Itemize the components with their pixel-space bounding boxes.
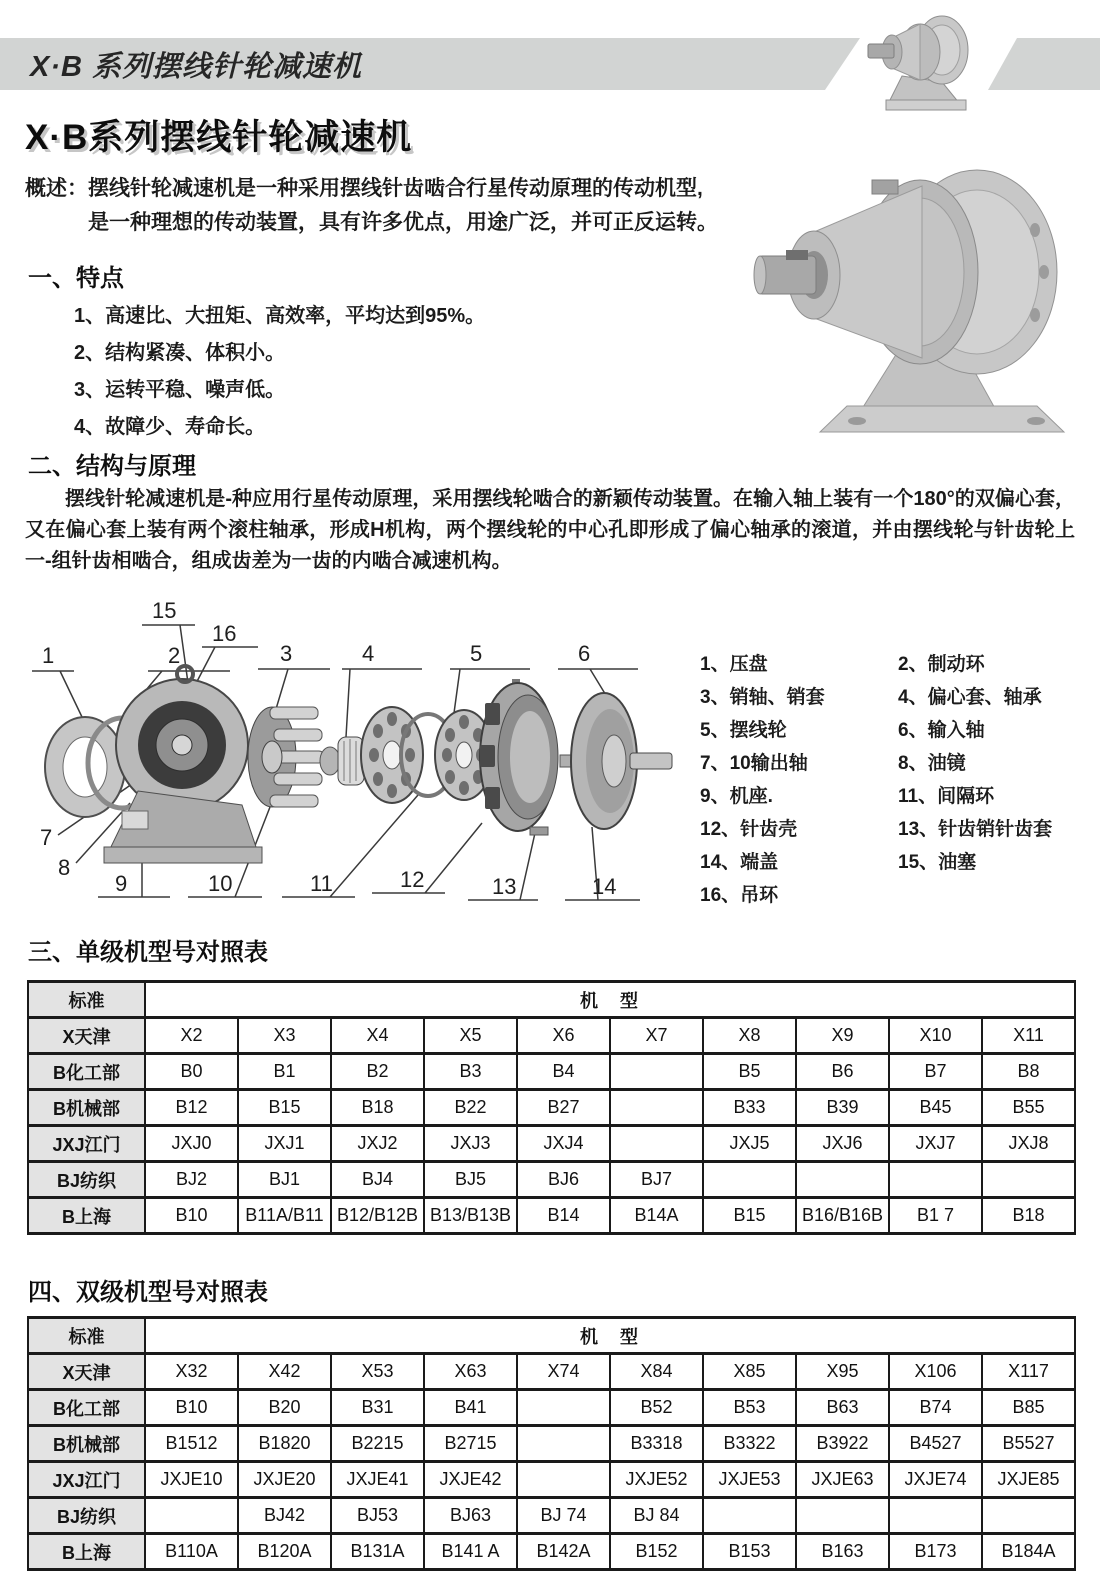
part-item: 7、10输出轴 (700, 753, 808, 774)
table-cell: X10 (889, 1018, 982, 1054)
product-image (752, 160, 1070, 440)
exploded-diagram (30, 595, 690, 910)
table-cell: JXJE41 (331, 1462, 424, 1498)
table-cell: B5 (703, 1054, 796, 1090)
table-cell (796, 1162, 889, 1198)
table-row (28, 1198, 1075, 1234)
table-cell: BJ 74 (517, 1498, 610, 1534)
table-cell: B15 (703, 1198, 796, 1234)
table-cell: X84 (610, 1354, 703, 1390)
table-cell: BJ63 (424, 1498, 517, 1534)
diagram-callout-4: 4 (362, 641, 375, 666)
part-item: 5、摆线轮 (700, 720, 787, 741)
feature-item: 2、结构紧凑、体积小。 (74, 342, 286, 364)
table-cell (889, 1162, 982, 1198)
diagram-callout-7: 7 (40, 825, 53, 850)
table-cell: BJ6 (517, 1162, 610, 1198)
table-heading-double: 四、双级机型号对照表 (28, 1279, 268, 1306)
table-cell (610, 1054, 703, 1090)
banner-title: X·B 系列摆线针轮减速机 (30, 51, 363, 83)
table-cell: B20 (238, 1390, 331, 1426)
table-cell: B13/B13B (424, 1198, 517, 1234)
table-cell: B33 (703, 1090, 796, 1126)
table-row-label: B机械部 (28, 1426, 145, 1462)
diagram-callout-6: 6 (578, 641, 591, 666)
table-cell: B55 (982, 1090, 1075, 1126)
table-cell: B2215 (331, 1426, 424, 1462)
table-cell: B142A (517, 1534, 610, 1570)
table-cell: X9 (796, 1018, 889, 1054)
table-cell: B18 (982, 1198, 1075, 1234)
table-cell: B14A (610, 1198, 703, 1234)
table-cell: B14 (517, 1198, 610, 1234)
table-heading-single: 三、单级机型号对照表 (28, 939, 268, 966)
part-item: 3、销轴、销套 (700, 687, 825, 708)
table-cell: B41 (424, 1390, 517, 1426)
table-cell: BJ7 (610, 1162, 703, 1198)
features-list (74, 298, 485, 446)
table-cell (982, 1162, 1075, 1198)
table-cell: B152 (610, 1534, 703, 1570)
table-span-cell: 机 型 (145, 982, 1075, 1018)
table-cell: B173 (889, 1534, 982, 1570)
table-cell: BJ42 (238, 1498, 331, 1534)
table-cell: B131A (331, 1534, 424, 1570)
overview-line1: 概述：摆线针轮减速机是一种采用摆线针齿啮合行星传动原理的传动机型, (25, 177, 703, 200)
table-cell: B85 (982, 1390, 1075, 1426)
table-cell: BJ1 (238, 1162, 331, 1198)
diagram-callout-5: 5 (470, 641, 483, 666)
table-cell: JXJE52 (610, 1462, 703, 1498)
table-cell: B3 (424, 1054, 517, 1090)
table-cell (982, 1498, 1075, 1534)
table-cell: B12 (145, 1090, 238, 1126)
table-cell: JXJE10 (145, 1462, 238, 1498)
table-cell: JXJE20 (238, 1462, 331, 1498)
table-cell: B2 (331, 1054, 424, 1090)
table-cell: JXJ1 (238, 1126, 331, 1162)
table-cell: B39 (796, 1090, 889, 1126)
part-item: 11、间隔环 (898, 786, 995, 807)
table-cell: X5 (424, 1018, 517, 1054)
table-cell: JXJE63 (796, 1462, 889, 1498)
table-cell: B15 (238, 1090, 331, 1126)
table-cell: B45 (889, 1090, 982, 1126)
table-cell: B184A (982, 1534, 1075, 1570)
table-cell: X106 (889, 1354, 982, 1390)
table-cell: B6 (796, 1054, 889, 1090)
part-item: 9、机座. (700, 786, 773, 807)
table-row (28, 1354, 1075, 1390)
table-cell: B52 (610, 1390, 703, 1426)
diagram-callout-8: 8 (58, 855, 71, 880)
diagram-callout-2: 2 (168, 643, 181, 668)
page-title: X·B系列摆线针轮减速机 (25, 118, 413, 157)
part-item: 4、偏心套、轴承 (898, 687, 1042, 708)
table-cell (517, 1390, 610, 1426)
table-cell: B163 (796, 1534, 889, 1570)
table-cell: B22 (424, 1090, 517, 1126)
table-cell: JXJ2 (331, 1126, 424, 1162)
table-row-label: B机械部 (28, 1090, 145, 1126)
table-corner-cell: 标准 (28, 1318, 145, 1354)
part-item: 15、油塞 (898, 852, 977, 873)
table-cell: B110A (145, 1534, 238, 1570)
parts-list-right (898, 648, 1052, 879)
part-item: 14、端盖 (700, 852, 779, 873)
table-cell: B1512 (145, 1426, 238, 1462)
diagram-callout-15: 15 (152, 598, 177, 623)
features-heading: 一、特点 (28, 265, 124, 292)
table-cell (610, 1090, 703, 1126)
table-row (28, 1054, 1075, 1090)
table-row-label: BJ纺织 (28, 1498, 145, 1534)
structure-heading: 二、结构与原理 (28, 453, 196, 480)
part-item: 12、针齿壳 (700, 819, 798, 840)
diagram-callout-10: 10 (208, 871, 233, 896)
part-item: 13、针齿销针齿套 (898, 819, 1053, 840)
table-cell: BJ4 (331, 1162, 424, 1198)
table-cell: X2 (145, 1018, 238, 1054)
table-cell: X85 (703, 1354, 796, 1390)
table-cell: B1 (238, 1054, 331, 1090)
table-cell: B1 7 (889, 1198, 982, 1234)
table-cell: B63 (796, 1390, 889, 1426)
table-row-label: BJ纺织 (28, 1162, 145, 1198)
table-cell: B3318 (610, 1426, 703, 1462)
table-row-label: JXJ江门 (28, 1462, 145, 1498)
table-cell: B11A/B11 (238, 1198, 331, 1234)
table-cell: B31 (331, 1390, 424, 1426)
table-cell: B1820 (238, 1426, 331, 1462)
table-cell: JXJ3 (424, 1126, 517, 1162)
table-row-label: JXJ江门 (28, 1126, 145, 1162)
model-table (27, 980, 1076, 1235)
part-item: 2、制动环 (898, 654, 985, 675)
table-row (28, 1090, 1075, 1126)
table-cell (517, 1462, 610, 1498)
table-cell: JXJ7 (889, 1126, 982, 1162)
table-cell: B74 (889, 1390, 982, 1426)
feature-item: 3、运转平稳、噪声低。 (74, 379, 286, 401)
table-row (28, 1390, 1075, 1426)
table-cell: X6 (517, 1018, 610, 1054)
table-cell: BJ53 (331, 1498, 424, 1534)
table-cell: X3 (238, 1018, 331, 1054)
table-row-label: B上海 (28, 1534, 145, 1570)
table-cell: JXJ6 (796, 1126, 889, 1162)
table-cell: X95 (796, 1354, 889, 1390)
model-table-double (27, 1316, 1076, 1571)
table-row (28, 1498, 1075, 1534)
table-cell (889, 1498, 982, 1534)
table-cell (703, 1162, 796, 1198)
table-row (28, 1162, 1075, 1198)
table-row-label: B化工部 (28, 1054, 145, 1090)
table-cell: X74 (517, 1354, 610, 1390)
table-cell: B3922 (796, 1426, 889, 1462)
table-cell: JXJE42 (424, 1462, 517, 1498)
table-cell: B7 (889, 1054, 982, 1090)
diagram-callout-9: 9 (115, 871, 128, 896)
diagram-callout-3: 3 (280, 641, 293, 666)
table-cell: JXJE74 (889, 1462, 982, 1498)
table-cell: B10 (145, 1198, 238, 1234)
table-cell (703, 1498, 796, 1534)
table-cell: B27 (517, 1090, 610, 1126)
table-row-label: B化工部 (28, 1390, 145, 1426)
table-cell: B2715 (424, 1426, 517, 1462)
table-cell: BJ5 (424, 1162, 517, 1198)
overview-line2: 是一种理想的传动装置，具有许多优点，用途广泛，并可正反运转。 (88, 211, 718, 234)
table-cell: X63 (424, 1354, 517, 1390)
part-item: 6、输入轴 (898, 720, 985, 741)
table-cell: B4 (517, 1054, 610, 1090)
table-cell: X53 (331, 1354, 424, 1390)
table-row-label: B上海 (28, 1198, 145, 1234)
exploded-diagram-drawing (30, 595, 690, 910)
diagram-callout-12: 12 (400, 867, 425, 892)
table-cell (517, 1426, 610, 1462)
table-row (28, 1534, 1075, 1570)
diagram-callout-14: 14 (592, 874, 617, 899)
table-cell: JXJ5 (703, 1126, 796, 1162)
mini-product-image (862, 6, 980, 116)
table-row (28, 1462, 1075, 1498)
part-item: 8、油镜 (898, 753, 966, 774)
diagram-callout-11: 11 (310, 871, 333, 896)
table-row (28, 1018, 1075, 1054)
table-cell: X117 (982, 1354, 1075, 1390)
table-cell: X32 (145, 1354, 238, 1390)
table-cell: JXJE85 (982, 1462, 1075, 1498)
model-table (27, 1316, 1076, 1571)
table-cell: B12/B12B (331, 1198, 424, 1234)
table-cell (145, 1498, 238, 1534)
feature-item: 1、高速比、大扭矩、高效率，平均达到95%。 (74, 305, 486, 327)
table-cell (610, 1126, 703, 1162)
table-corner-cell: 标准 (28, 982, 145, 1018)
table-row-label: X天津 (28, 1018, 145, 1054)
table-cell: X42 (238, 1354, 331, 1390)
table-cell: B0 (145, 1054, 238, 1090)
table-cell: BJ 84 (610, 1498, 703, 1534)
table-row-label: X天津 (28, 1354, 145, 1390)
table-cell: B8 (982, 1054, 1075, 1090)
diagram-callout-13: 13 (492, 874, 517, 899)
feature-item: 4、故障少、寿命长。 (74, 416, 266, 438)
diagram-callout-16: 16 (212, 621, 237, 646)
table-row (28, 1126, 1075, 1162)
table-cell: X4 (331, 1018, 424, 1054)
table-cell: JXJE53 (703, 1462, 796, 1498)
model-table-single (27, 980, 1076, 1235)
table-cell: B153 (703, 1534, 796, 1570)
table-cell: B10 (145, 1390, 238, 1426)
table-cell: JXJ8 (982, 1126, 1075, 1162)
structure-paragraph: 摆线针轮减速机是-种应用行星传动原理，采用摆线轮啮合的新颖传动装置。在输入轴上装有一个180°的双偏心套，又在偏心套上装有两个滚柱轴承，形成H机构，两个摆线轮的中心孔即形成了偏心轴承的滚道，并由摆线轮与针齿轮上一-组针齿相啮合，组成齿差为一齿的内啮合减速机构。 (25, 488, 1075, 572)
table-cell: B18 (331, 1090, 424, 1126)
table-cell (796, 1498, 889, 1534)
table-cell: B3322 (703, 1426, 796, 1462)
part-item: 16、吊环 (700, 885, 779, 906)
table-span-cell: 机 型 (145, 1318, 1075, 1354)
table-cell: X11 (982, 1018, 1075, 1054)
table-cell: B53 (703, 1390, 796, 1426)
table-cell: B16/B16B (796, 1198, 889, 1234)
table-cell: JXJ4 (517, 1126, 610, 1162)
part-item: 1、压盘 (700, 654, 768, 675)
table-row (28, 1426, 1075, 1462)
table-cell: B141 A (424, 1534, 517, 1570)
table-cell: X8 (703, 1018, 796, 1054)
table-cell: X7 (610, 1018, 703, 1054)
table-cell: B4527 (889, 1426, 982, 1462)
table-cell: JXJ0 (145, 1126, 238, 1162)
table-cell: B5527 (982, 1426, 1075, 1462)
diagram-callout-1: 1 (42, 643, 55, 668)
table-cell: BJ2 (145, 1162, 238, 1198)
parts-list-left (700, 648, 825, 912)
table-cell: B120A (238, 1534, 331, 1570)
